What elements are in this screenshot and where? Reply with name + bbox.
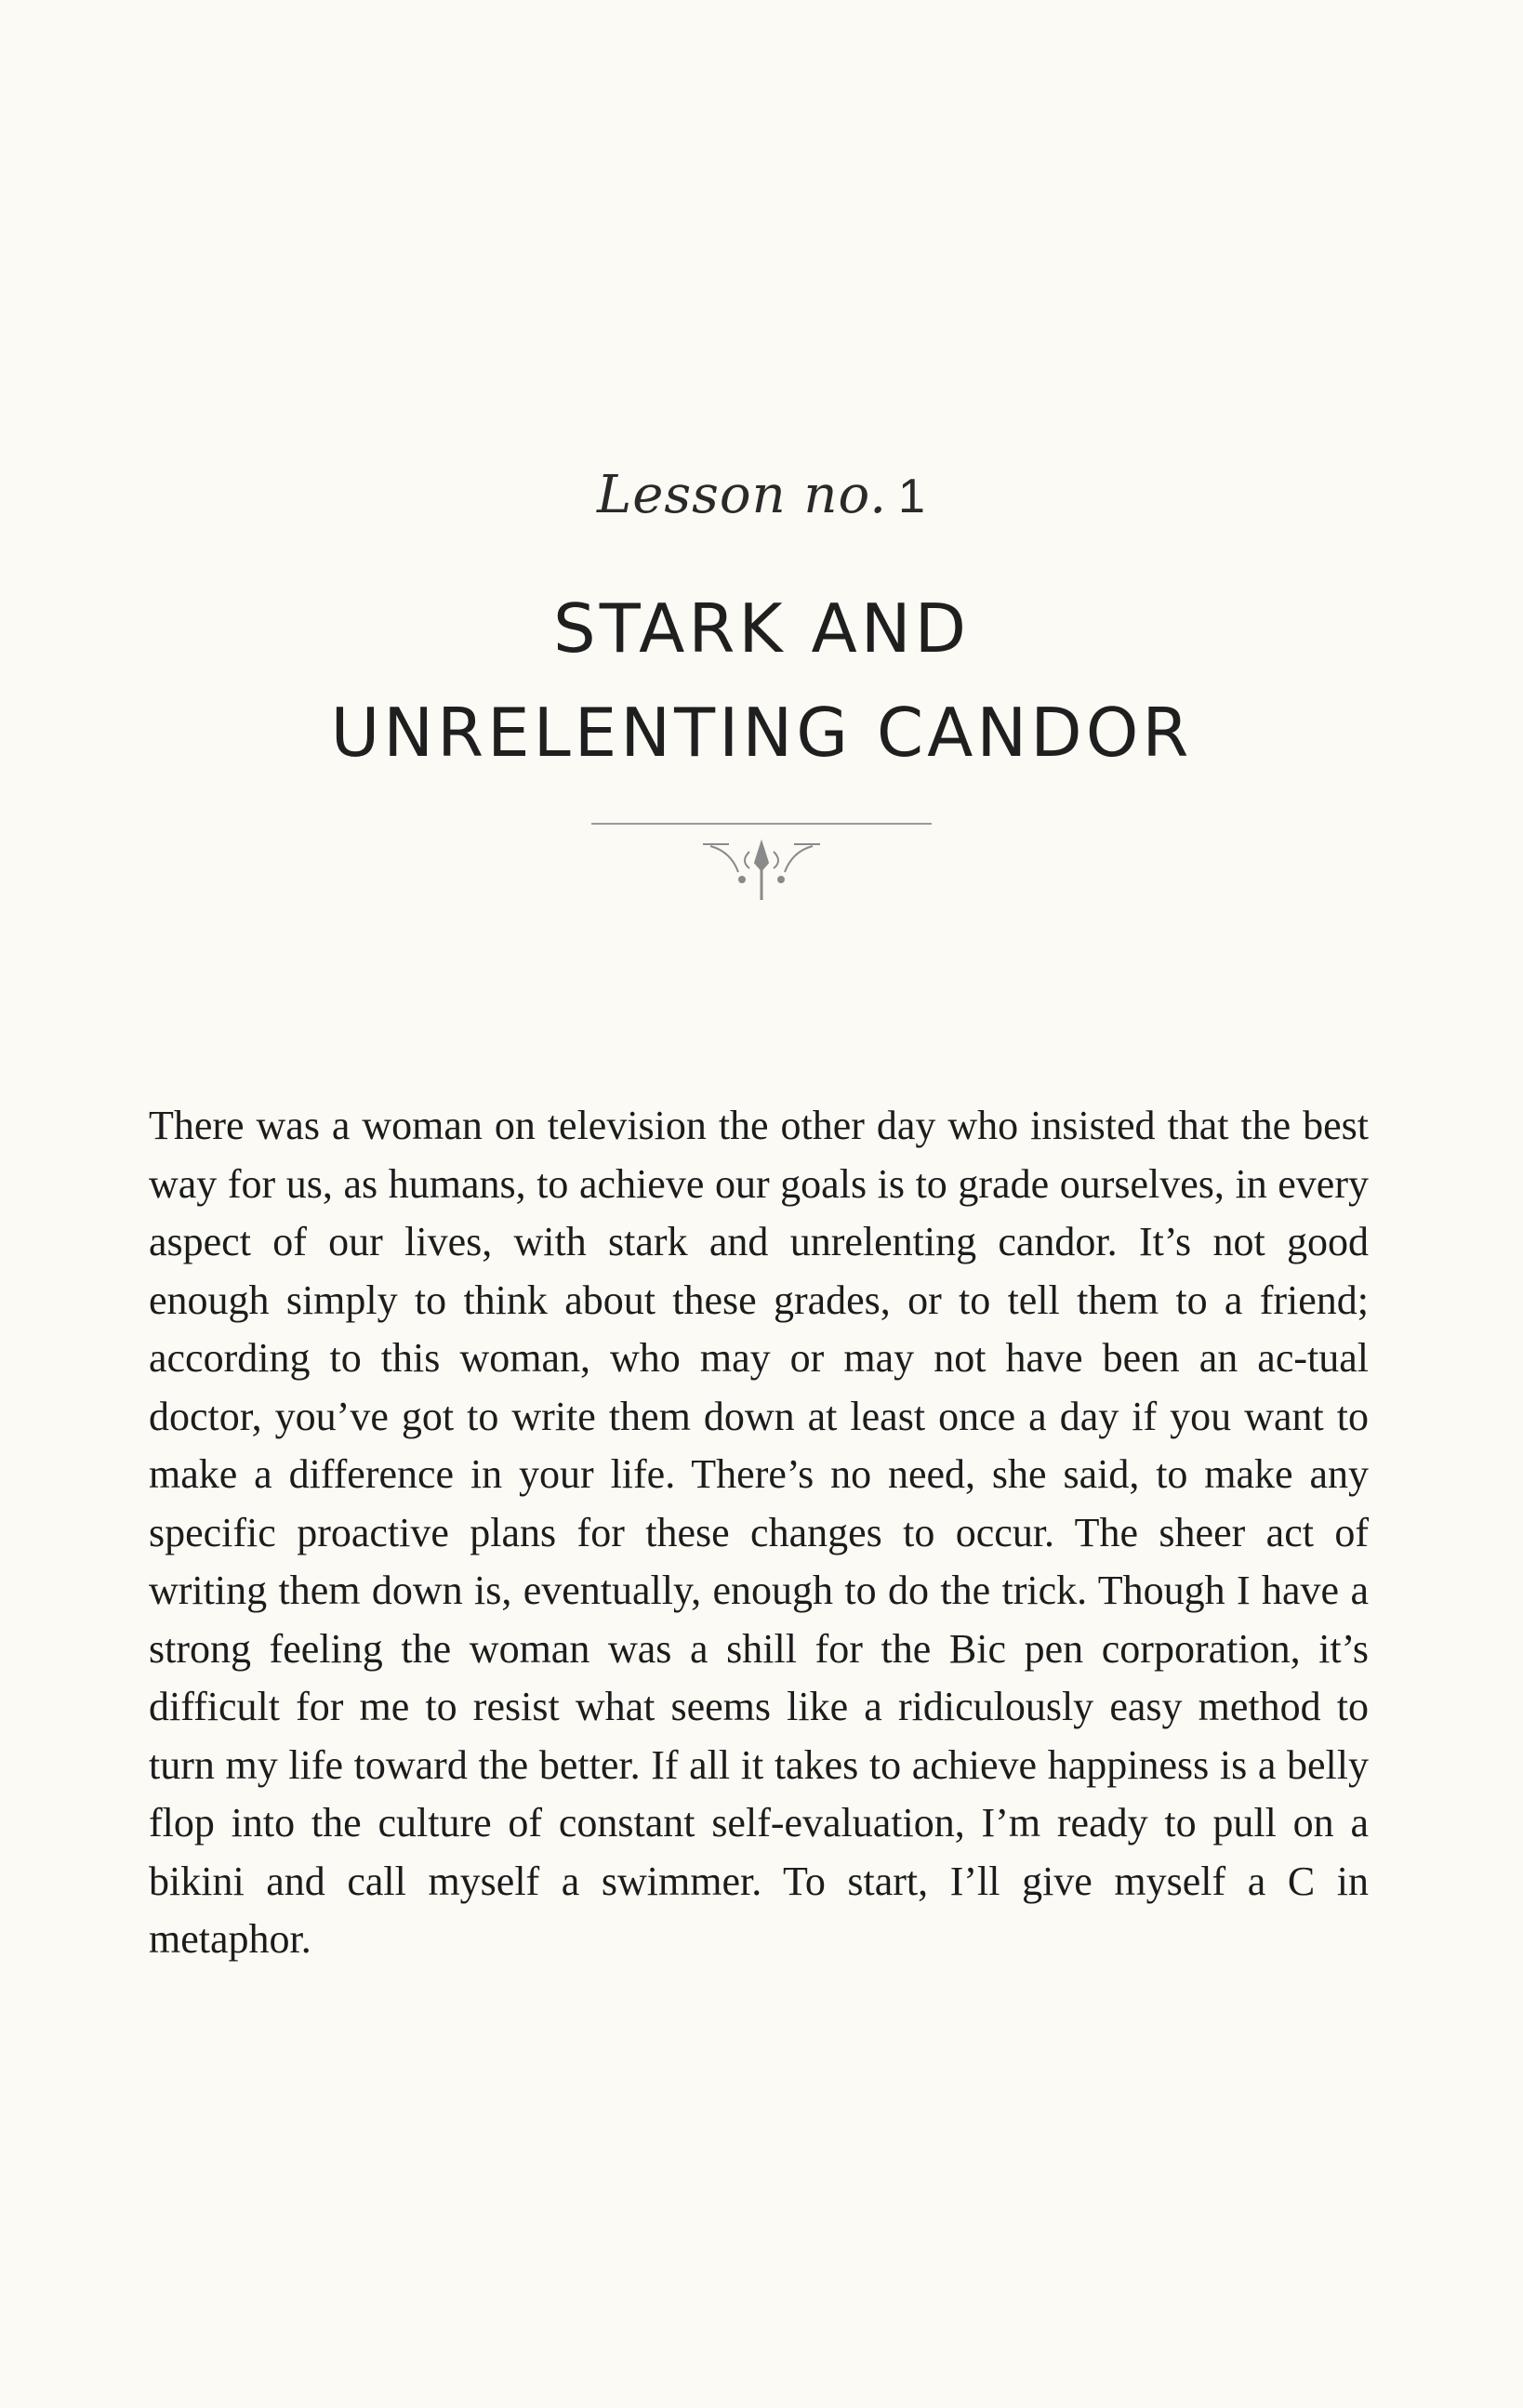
chapter-title bbox=[0, 576, 1523, 785]
lesson-label bbox=[0, 465, 1523, 525]
chapter-title-line-2: UNRELENTING CANDOR bbox=[330, 694, 1193, 772]
lesson-label-text: Lesson no. bbox=[597, 465, 888, 525]
fleuron-ornament-icon bbox=[591, 814, 932, 907]
chapter-title-line-1: STARK AND bbox=[552, 589, 971, 668]
lesson-number: 1 bbox=[898, 470, 926, 523]
body-paragraph: There was a woman on television the other day who insisted that the best way for us, as humans, to achieve our goals is to grade ourselves, in every aspect of our lives, with stark and unrelenting candor. It’s not good enough simply to think about these grades, or to tell them to a friend; according to this woman, who may or may not have been an ac-tual doctor, you’ve got to write them down at least once a day if you want to make a difference in your life. There’s no need, she said, to make any specific proactive plans for these changes to occur. The sheer act of writing them down is, eventually, enough to do the trick. Though I have a strong feeling the woman was a shill for the Bic pen corporation, it’s difficult for me to resist what seems like a ridiculously easy method to turn my life toward the better. If all it takes to achieve happiness is a belly flop into the culture of constant self-evaluation, I’m ready to pull on a bikini and call myself a swimmer. To start, I’ll give myself a C in metaphor. bbox=[149, 1103, 1369, 1962]
